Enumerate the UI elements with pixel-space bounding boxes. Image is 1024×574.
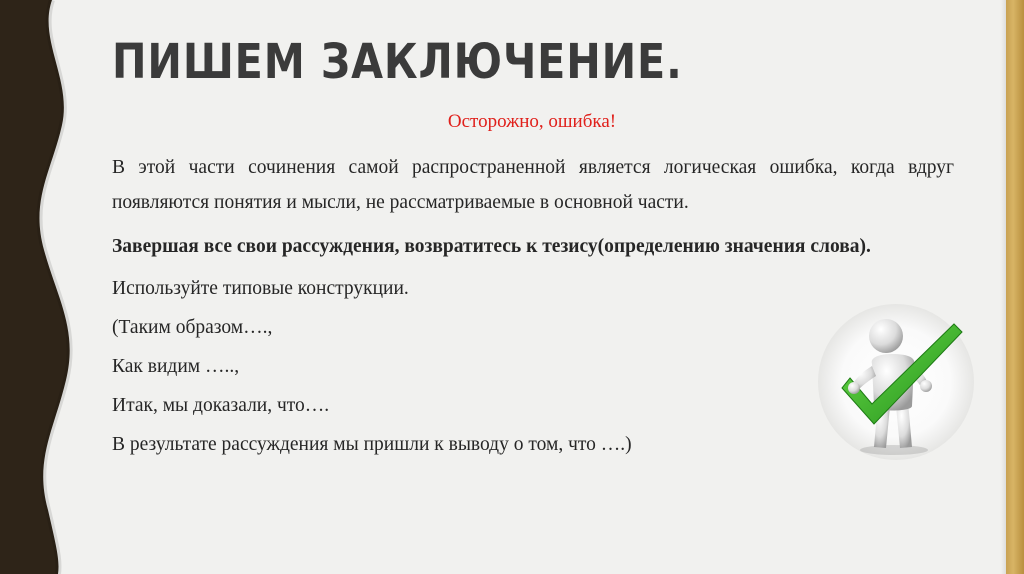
paragraph-thesis: Завершая все свои рассуждения, возвратитесь к тезису(определению значения слова). <box>112 236 871 257</box>
wavy-left-band <box>0 0 90 574</box>
list-item: Итак, мы доказали, что…. <box>112 395 330 416</box>
warning-subtitle: Осторожно, ошибка! <box>447 111 617 132</box>
list-item: В результате рассуждения мы пришли к выводу о том, что ….) <box>112 434 632 455</box>
person-with-checkmark-icon <box>816 302 976 462</box>
gold-right-strip <box>1006 0 1024 574</box>
paragraph-logical-error: В этой части сочинения самой распространенной является логическая ошибка, когда вдруг появляются понятия и мысли, не рассматриваемые в основной части. <box>112 157 954 213</box>
list-item: Как видим ….., <box>112 356 240 377</box>
list-item: Используйте типовые конструкции. <box>112 278 409 299</box>
list-item: (Таким образом…., <box>112 317 273 338</box>
slide-title: ПИШЕМ ЗАКЛЮЧЕНИЕ. <box>112 34 683 90</box>
